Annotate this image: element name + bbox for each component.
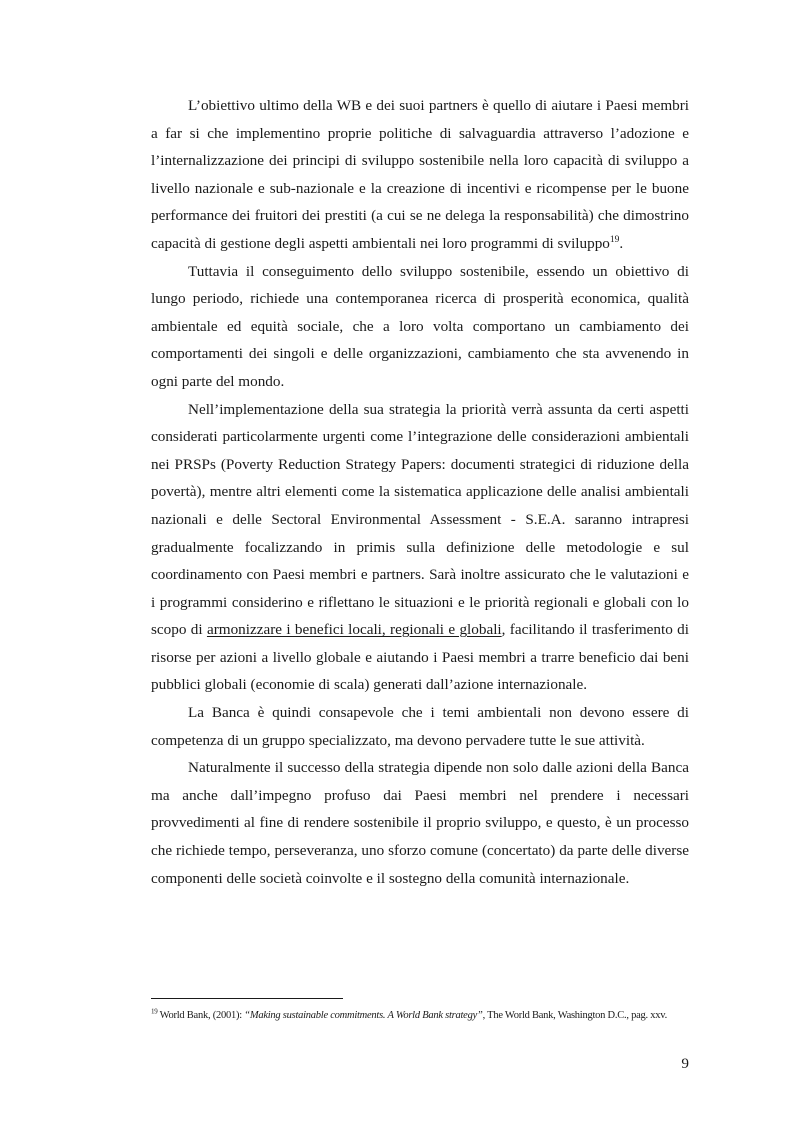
paragraph-implementation [151, 396, 689, 700]
paragraph-objective-text: L’obiettivo ultimo della WB e dei suoi partners è quello di aiutare i Paesi membri a far si che implementino proprie politiche di salvaguardia attraverso l’adozione e l’internalizzazione dei principi di sviluppo sostenibile nella loro capacità di sviluppo a livello nazionale e sub-nazionale e la creazione di incentivi e ricompense per le buone performance dei fruitori dei prestiti (a cui se ne delega la responsabilità) che dimostrino capacità di gestione degli aspetti ambientali nei loro programmi di sviluppo [151, 97, 689, 252]
footnote-19 [151, 1008, 689, 1023]
page-number: 9 [681, 1055, 689, 1072]
paragraph-bank-awareness: La Banca è quindi consapevole che i temi ambientali non devono essere di competenza di un gruppo specializzato, ma devono pervadere tutte le sue attività. [151, 704, 689, 749]
footnote-ref-19[interactable]: 19 [609, 234, 620, 245]
paragraph-sustainable-development: Tuttavia il conseguimento dello sviluppo sostenibile, essendo un obiettivo di lungo periodo, richiede una contemporanea ricerca di prosperità economica, qualità ambientale ed equità sociale, che a loro volta comportano un cambiamento dei comportamenti dei singoli e delle organizzazioni, cambiamento che sta avvenendo in ogni parte del mondo. [151, 262, 689, 390]
footnote-publisher: , The World Bank, Washington D.C., pag. xxv. [482, 1010, 667, 1021]
document-body [151, 92, 689, 892]
footnote-title: “Making sustainable commitments. A World Bank strategy” [244, 1010, 483, 1021]
paragraph-implementation-text-end: , facilitando il trasferimento di risorse per azioni a livello globale e aiutando i Paesi membri a trarre beneficio dai beni pubblici globali (economie di scala) generati dall’azione internazionale. [151, 621, 689, 694]
paragraph-objective-tail: . [619, 234, 624, 252]
underlined-phrase: armonizzare i benefici locali, regionali e globali [206, 621, 502, 639]
footnote-divider [151, 998, 343, 999]
footnote-number: 19 [151, 1007, 158, 1016]
paragraph-implementation-text: Nell’implementazione della sua strategia la priorità verrà assunta da certi aspetti considerati particolarmente urgenti come l’integrazione delle considerazioni ambientali nei PRSPs (Poverty Reduction Strategy Papers: documenti strategici di riduzione della povertà), mentre altri elementi come la sistematica applicazione delle analisi ambientali nazionali e delle Sectoral Environmental Assessment - S.E.A. saranno intrapresi gradualmente focalizzando in primis sulla definizione delle metodologie e sul coordinamento con Paesi membri e partners. Sarà inoltre assicurato che le valutazioni e i programmi considerino e riflettano le situazioni e le priorità regionali e globali con lo scopo di [151, 400, 689, 639]
paragraph-objective [151, 92, 689, 258]
paragraph-strategy-success: Naturalmente il successo della strategia dipende non solo dalle azioni della Banca ma anche dall’impegno profuso dai Paesi membri nel prendere i necessari provvedimenti al fine di rendere sostenibile il proprio sviluppo, e questo, è un processo che richiede tempo, perseveranza, uno sforzo comune (concertato) da parte delle diverse componenti delle società coinvolte e il sostegno della comunità internazionale. [151, 759, 689, 887]
footnote-source: World Bank, (2001): [157, 1010, 245, 1021]
